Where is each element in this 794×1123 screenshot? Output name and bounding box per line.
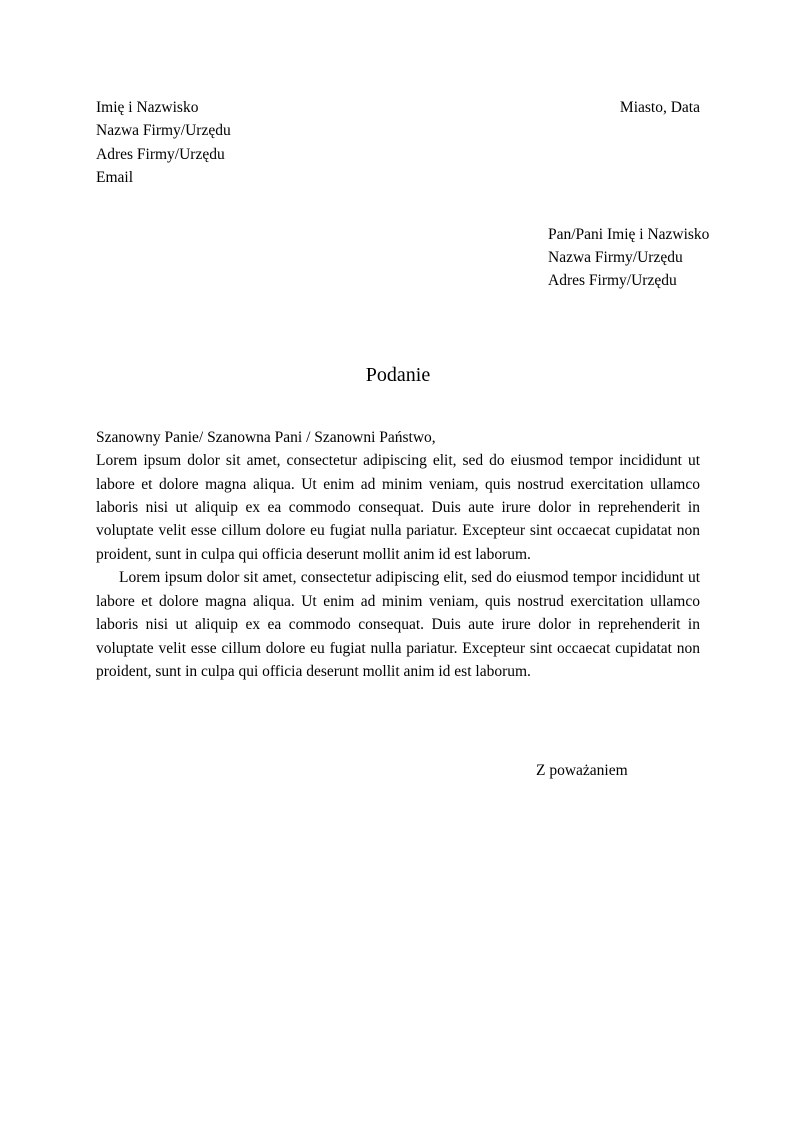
closing-signature: Z poważaniem	[536, 762, 628, 780]
recipient-block	[548, 223, 710, 293]
sender-name-line: Imię i Nazwisko	[96, 99, 199, 116]
letter-header	[96, 96, 700, 190]
city-date-line: Miasto, Data	[619, 99, 700, 116]
letter-title: Podanie	[365, 363, 431, 386]
body-paragraph-1: Lorem ipsum dolor sit amet, consectetur adipiscing elit, sed do eiusmod tempor incididunt ut labore et dolore magna aliqua. Ut enim ad minim veniam, quis nostrud exercitation ullamco laboris nisi ut aliquip ex ea commodo consequat. Duis aute irure dolor in reprehenderit in voluptate velit esse cillum dolore eu fugiat nulla pariatur. Excepteur sint occaecat cupidatat non proident, sunt in culpa qui officia deserunt mollit anim id est laborum.	[96, 452, 700, 563]
sender-company-line: Nazwa Firmy/Urzędu	[96, 122, 231, 140]
sender-address-line: Adres Firmy/Urzędu	[96, 145, 225, 163]
body-paragraph-2: Lorem ipsum dolor sit amet, consectetur adipiscing elit, sed do eiusmod tempor incididunt ut labore et dolore magna aliqua. Ut enim ad minim veniam, quis nostrud exercitation ullamco laboris nisi ut aliquip ex ea commodo consequat. Duis aute irure dolor in reprehenderit in voluptate velit esse cillum dolore eu fugiat nulla pariatur. Excepteur sint occaecat cupidatat non proident, sunt in culpa qui officia deserunt mollit anim id est laborum.	[96, 569, 700, 680]
recipient-company-line: Nazwa Firmy/Urzędu	[548, 249, 683, 267]
recipient-name-line: Pan/Pani Imię i Nazwisko	[548, 225, 710, 243]
recipient-address-line: Adres Firmy/Urzędu	[548, 272, 677, 290]
sender-block	[96, 96, 231, 190]
letter-body	[96, 426, 700, 683]
sender-email-line: Email	[96, 169, 134, 187]
salutation: Szanowny Panie/ Szanowna Pani / Szanowni Państwo,	[96, 428, 436, 446]
